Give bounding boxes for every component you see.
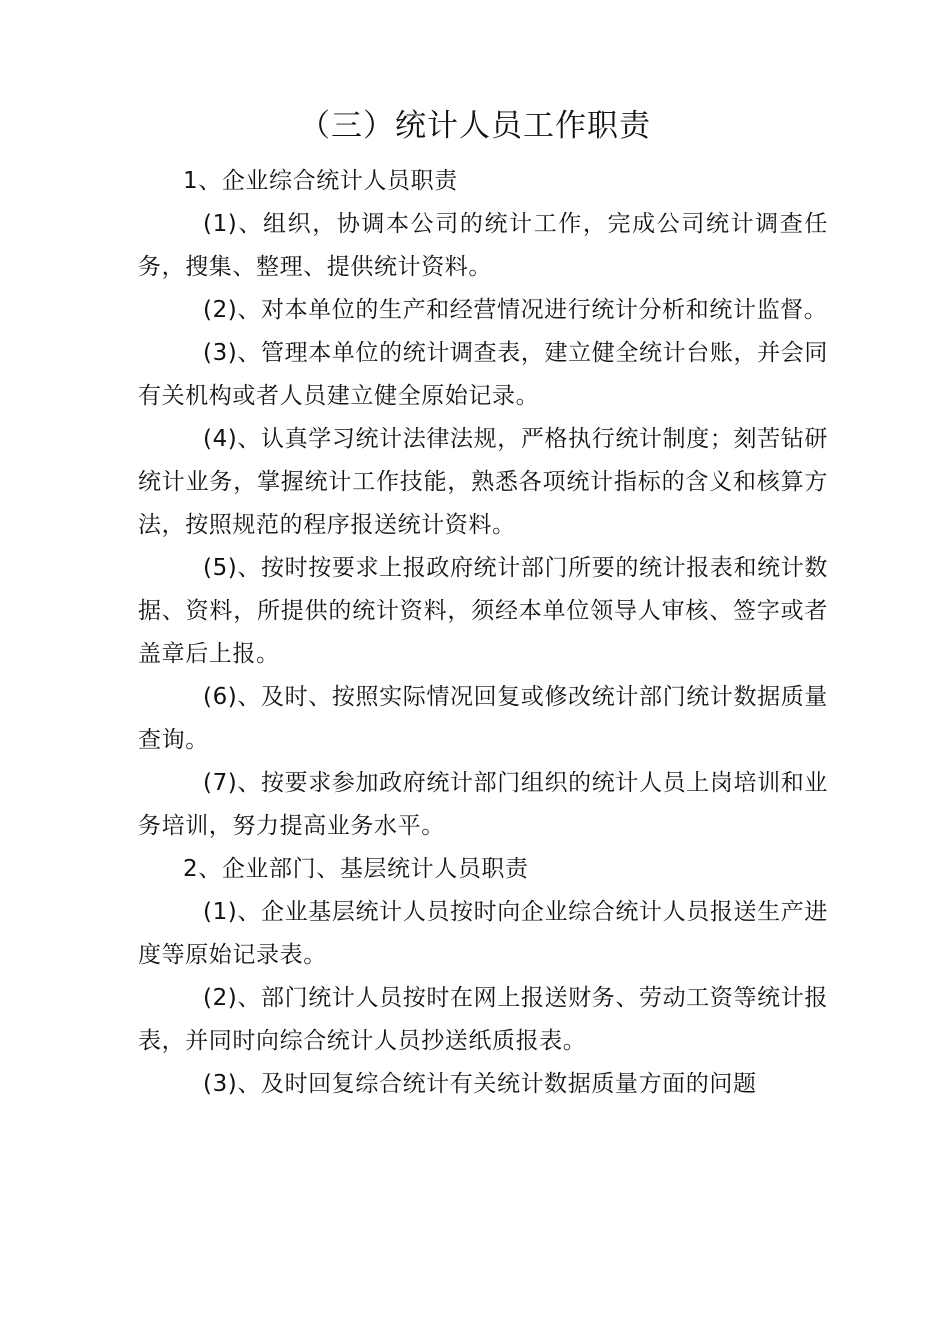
- section-2-item-1: (1)、企业基层统计人员按时向企业综合统计人员报送生产进度等原始记录表。: [138, 899, 828, 968]
- section-1-item-2: (2)、对本单位的生产和经营情况进行统计分析和统计监督。: [203, 297, 828, 323]
- section-heading-1: 1、企业综合统计人员职责: [183, 168, 458, 194]
- section-1-item-6: (6)、及时、按照实际情况回复或修改统计部门统计数据质量查询。: [138, 684, 828, 753]
- section-1-item-3: (3)、管理本单位的统计调查表，建立健全统计台账，并会同有关机构或者人员建立健全原始记录。: [138, 340, 828, 409]
- document-title: （三）统计人员工作职责: [299, 108, 651, 144]
- section-2-item-3: (3)、及时回复综合统计有关统计数据质量方面的问题: [203, 1071, 757, 1097]
- document-body: [138, 160, 828, 1106]
- section-heading-2: 2、企业部门、基层统计人员职责: [183, 856, 529, 882]
- section-2-item-2: (2)、部门统计人员按时在网上报送财务、劳动工资等统计报表，并同时向综合统计人员抄送纸质报表。: [138, 985, 828, 1054]
- section-1-item-4: (4)、认真学习统计法律法规，严格执行统计制度；刻苦钻研统计业务，掌握统计工作技能，熟悉各项统计指标的含义和核算方法，按照规范的程序报送统计资料。: [138, 426, 828, 538]
- section-1-item-1: (1)、组织，协调本公司的统计工作，完成公司统计调查任务，搜集、整理、提供统计资料。: [138, 211, 828, 280]
- section-1-item-5: (5)、按时按要求上报政府统计部门所要的统计报表和统计数据、资料，所提供的统计资料，须经本单位领导人审核、签字或者盖章后上报。: [138, 555, 828, 667]
- section-1-item-7: (7)、按要求参加政府统计部门组织的统计人员上岗培训和业务培训，努力提高业务水平。: [138, 770, 828, 839]
